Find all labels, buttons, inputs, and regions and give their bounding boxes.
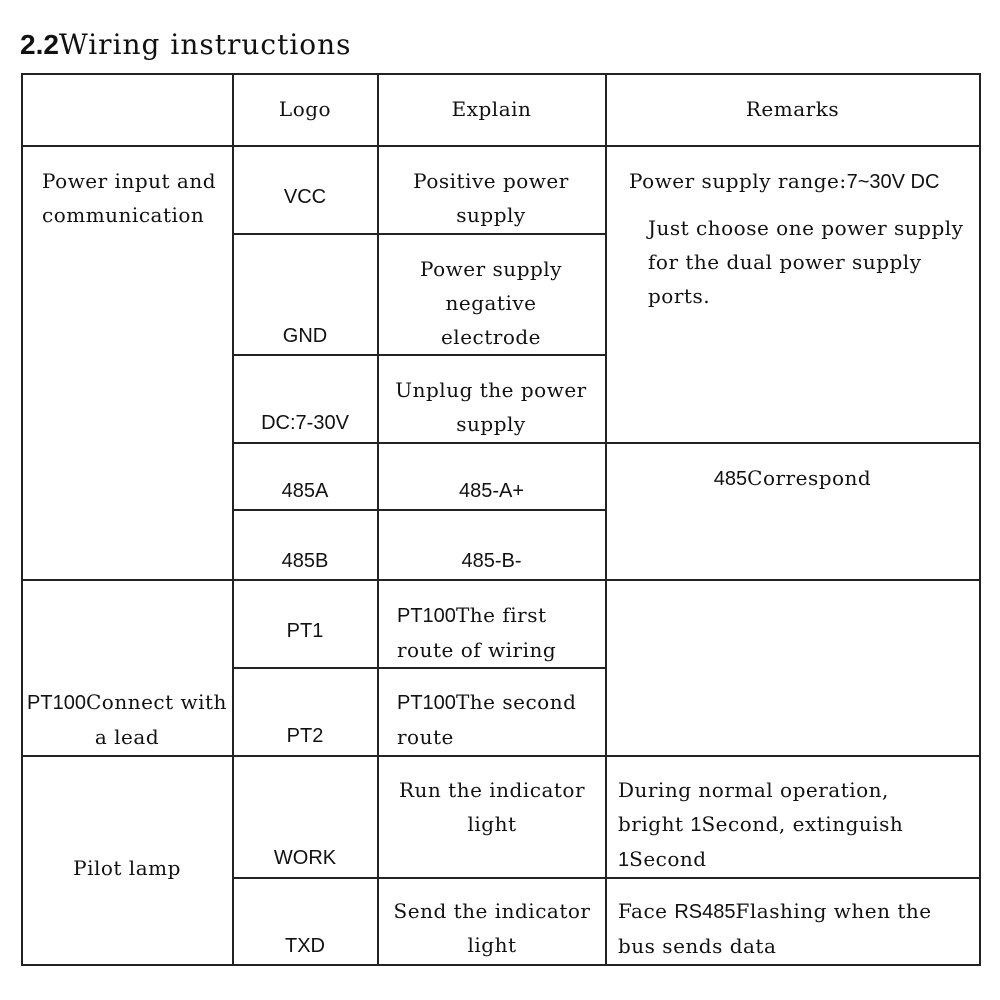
header-remarks: Remarks [745, 97, 840, 121]
logo-txd: TXD [285, 935, 325, 957]
table-divider [233, 442, 981, 444]
logo-485b: 485B [281, 550, 329, 572]
table-column-divider [377, 73, 379, 966]
remark-txd-code: RS485 [674, 901, 736, 923]
remark-power-range [629, 164, 977, 199]
pt100-text: Connect with a lead [85, 690, 227, 749]
table-divider [21, 145, 981, 147]
group-pilot-lamp: Pilot lamp [73, 856, 181, 880]
logo-gnd: GND [282, 325, 328, 347]
header-explain: Explain [451, 97, 532, 121]
explain-work: Run the indicator light [398, 778, 586, 836]
table-border-left [21, 73, 23, 966]
logo-485a: 485A [281, 480, 329, 502]
explain-485a: 485-A+ [458, 480, 525, 502]
pt100-code: PT100 [27, 692, 86, 714]
logo-work: WORK [273, 847, 337, 869]
remark-work-number: 1 [618, 849, 630, 871]
pt2-text: The second route [397, 690, 577, 749]
range-value: 7~30V DC [846, 171, 940, 193]
table-border-bottom [21, 964, 981, 966]
table-divider [233, 354, 607, 356]
section-title: Wiring instructions [58, 28, 352, 61]
explain-gnd: Power supply negative electrode [419, 257, 562, 349]
logo-dc: DC:7-30V [261, 412, 349, 434]
section-number: 2.2 [20, 29, 59, 60]
logo-vcc: VCC [283, 186, 327, 208]
group-power-input: Power input and communication [42, 169, 217, 227]
logo-pt1: PT1 [286, 620, 324, 642]
remark-485-code: 485 [713, 468, 748, 490]
table-divider [233, 667, 607, 669]
explain-pt2 [397, 685, 602, 754]
explain-485b: 485-B- [461, 550, 522, 572]
section-heading [20, 28, 352, 61]
remark-txd: Face RS485Flashing when the bus sends data [618, 899, 932, 958]
logo-pt2: PT2 [286, 725, 324, 747]
table-divider [233, 509, 607, 511]
table-divider [21, 755, 981, 757]
pt2-code: PT100 [397, 692, 456, 714]
table-divider [233, 233, 607, 235]
table-border-right [979, 73, 981, 966]
table-column-divider [605, 73, 607, 966]
pt1-text: The first route of wiring [397, 603, 557, 662]
header-logo: Logo [278, 97, 332, 121]
table-divider [21, 579, 981, 581]
range-label: Power supply range: [629, 169, 847, 193]
remark-work: During normal operation, bright 1Second, extinguish 1Second [618, 778, 904, 871]
explain-dc: Unplug the power supply [395, 378, 587, 436]
remark-work-number: 1 [690, 814, 702, 836]
pt1-code: PT100 [397, 605, 456, 627]
remark-dual-supply: Just choose one power supply for the dual power supply ports. [648, 216, 964, 308]
remark-485 [606, 461, 979, 496]
table-border-top [21, 73, 981, 75]
explain-vcc: Positive power supply [413, 169, 569, 227]
explain-txd: Send the indicator light [393, 899, 591, 957]
table-divider [233, 877, 981, 879]
group-pt100 [24, 685, 230, 754]
explain-pt1 [397, 598, 602, 667]
remark-485-text: Correspond [747, 466, 872, 490]
